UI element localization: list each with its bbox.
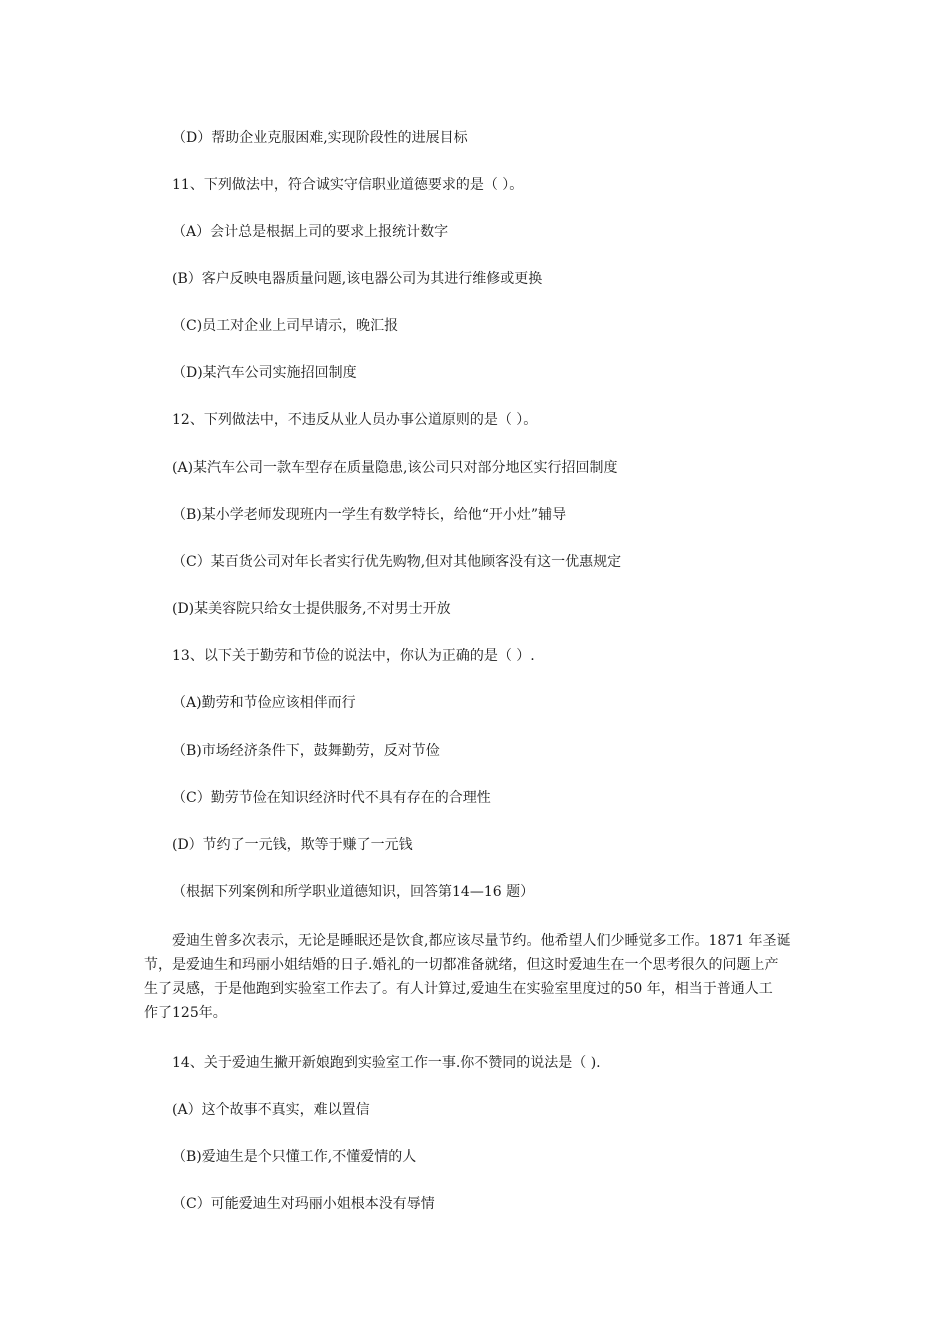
question-12: 12、下列做法中，不违反从业人员办事公道原则的是（ ）。 [172, 412, 538, 428]
question-11: 11、下列做法中，符合诚实守信职业道德要求的是（ ）。 [172, 177, 524, 193]
option-b-q13: （B)市场经济条件下，鼓舞勤劳，反对节俭 [172, 743, 440, 759]
question-14: 14、关于爱迪生撇开新娘跑到实验室工作一事.你不赞同的说法是（ ). [172, 1055, 601, 1071]
option-d-q11: （D)某汽车公司实施招回制度 [172, 365, 357, 381]
case-paragraph-line-4: 作了125年。 [144, 1005, 227, 1021]
option-a-q13: （A)勤劳和节俭应该相伴而行 [172, 695, 356, 711]
case-paragraph-line-1: 爱迪生曾多次表示，无论是睡眠还是饮食,都应该尽量节约。他希望人们少睡觉多工作。1871 年圣诞 [172, 933, 791, 949]
option-c-q14: （C）可能爱迪生对玛丽小姐根本没有辱情 [172, 1196, 435, 1212]
option-b-q14: （B)爱迪生是个只懂工作,不懂爱情的人 [172, 1149, 417, 1165]
option-d-q12: (D)某美容院只给女士提供服务,不对男士开放 [172, 601, 451, 617]
option-b-q11: (B）客户反映电器质量问题,该电器公司为其进行维修或更换 [172, 271, 543, 287]
case-instruction: （根据下列案例和所学职业道德知识，回答第14—16 题） [172, 884, 535, 900]
option-d-q10: （D）帮助企业克服困难,实现阶段性的进展目标 [172, 130, 468, 146]
option-c-q12: （C）某百货公司对年长者实行优先购物,但对其他顾客没有这一优惠规定 [172, 554, 622, 570]
option-a-q11: （A）会计总是根据上司的要求上报统计数字 [172, 224, 449, 240]
option-b-q12: （B)某小学老师发现班内一学生有数学特长，给他“开小灶”辅导 [172, 507, 567, 523]
option-a-q14: (A）这个故事不真实，难以置信 [172, 1102, 370, 1118]
option-c-q11: （C)员工对企业上司早请示，晚汇报 [172, 318, 399, 334]
case-paragraph-line-3: 生了灵感，于是他跑到实验室工作去了。有人计算过,爱迪生在实验室里度过的50 年，相当于普通人工 [144, 981, 773, 997]
question-13: 13、以下关于勤劳和节俭的说法中，你认为正确的是（ ）. [172, 648, 535, 664]
option-a-q12: (A)某汽车公司一款车型存在质量隐患,该公司只对部分地区实行招回制度 [172, 460, 618, 476]
option-d-q13: (D）节约了一元钱，欺等于赚了一元钱 [172, 837, 413, 853]
case-paragraph [144, 929, 808, 1025]
option-c-q13: （C）勤劳节俭在知识经济时代不具有存在的合理性 [172, 790, 491, 806]
case-paragraph-line-2: 节，是爱迪生和玛丽小姐结婚的日子.婚礼的一切都准备就绪，但这时爱迪生在一个思考很久的问题上产 [144, 957, 779, 973]
